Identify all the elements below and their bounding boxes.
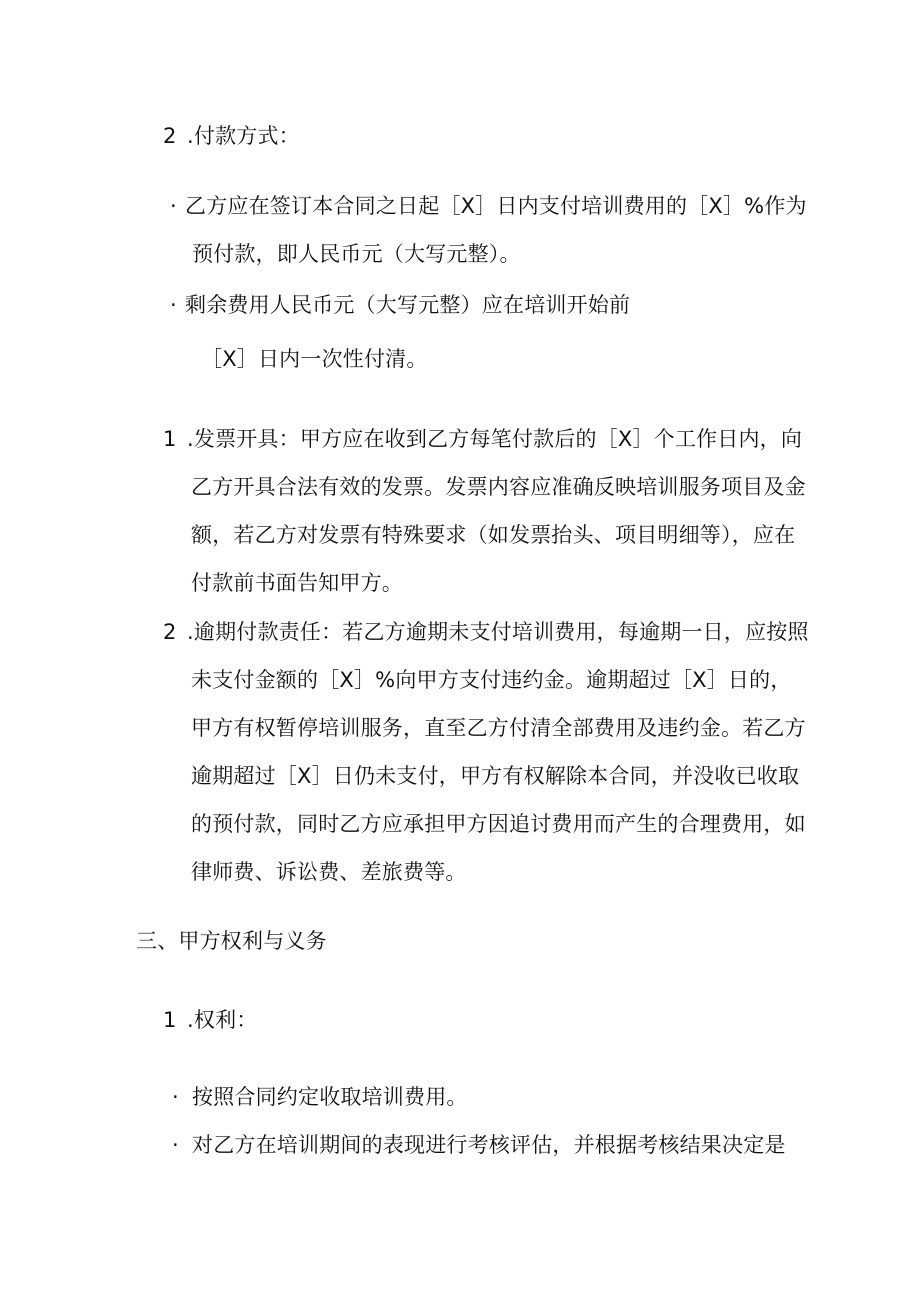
rights-title: .权利： [187,1008,258,1032]
invoice-line-2: 乙方开具合法有效的发票。发票内容应准确反映培训服务项目及金 [191,475,806,499]
payment-bullet-1-line-2: 预付款，即人民币元（大写元整）。 [192,242,521,266]
rights-bullet-1: 按照合同约定收取培训费用。 [192,1085,468,1109]
invoice-line-3: 额，若乙方对发票有特殊要求（如发票抬头、项目明细等），应在 [191,523,796,547]
bullet-marker: · [172,1085,179,1109]
overdue-line-4: 逾期超过［X］日仍未支付，甲方有权解除本合同，并没收已收取 [191,764,800,788]
invoice-line-1: .发票开具：甲方应在收到乙方每笔付款后的［X］个工作日内，向 [187,427,803,451]
rights-bullet-2: 对乙方在培训期间的表现进行考核评估，并根据考核结果决定是 [192,1133,786,1157]
bullet-marker: · [170,293,177,317]
payment-method-title: .付款方式： [187,124,300,148]
overdue-line-3: 甲方有权暂停培训服务，直至乙方付清全部费用及违约金。若乙方 [191,716,806,740]
item-number: 2 [163,620,177,644]
bullet-marker: · [172,1133,179,1157]
payment-bullet-2-line-1: 剩余费用人民币元（大写元整）应在培训开始前 [185,293,631,317]
overdue-line-1: .逾期付款责任：若乙方逾期未支付培训费用，每逾期一日，应按照 [187,620,809,644]
item-number: 1 [163,1008,177,1032]
section-heading: 三、甲方权利与义务 [136,929,327,953]
payment-bullet-1-line-1: 乙方应在签订本合同之日起［X］日内支付培训费用的［X］%作为 [185,194,807,218]
item-number: 2 [163,124,177,148]
payment-bullet-2-line-2: ［X］日内一次性付清。 [201,347,428,371]
bullet-marker: · [170,194,177,218]
invoice-line-4: 付款前书面告知甲方。 [191,571,403,595]
overdue-line-5: 的预付款，同时乙方应承担甲方因追讨费用而产生的合理费用，如 [191,812,806,836]
overdue-line-6: 律师费、诉讼费、差旅费等。 [191,860,467,884]
overdue-line-2: 未支付金额的［X］%向甲方支付违约金。逾期超过［X］日的， [191,668,792,692]
item-number: 1 [163,427,177,451]
